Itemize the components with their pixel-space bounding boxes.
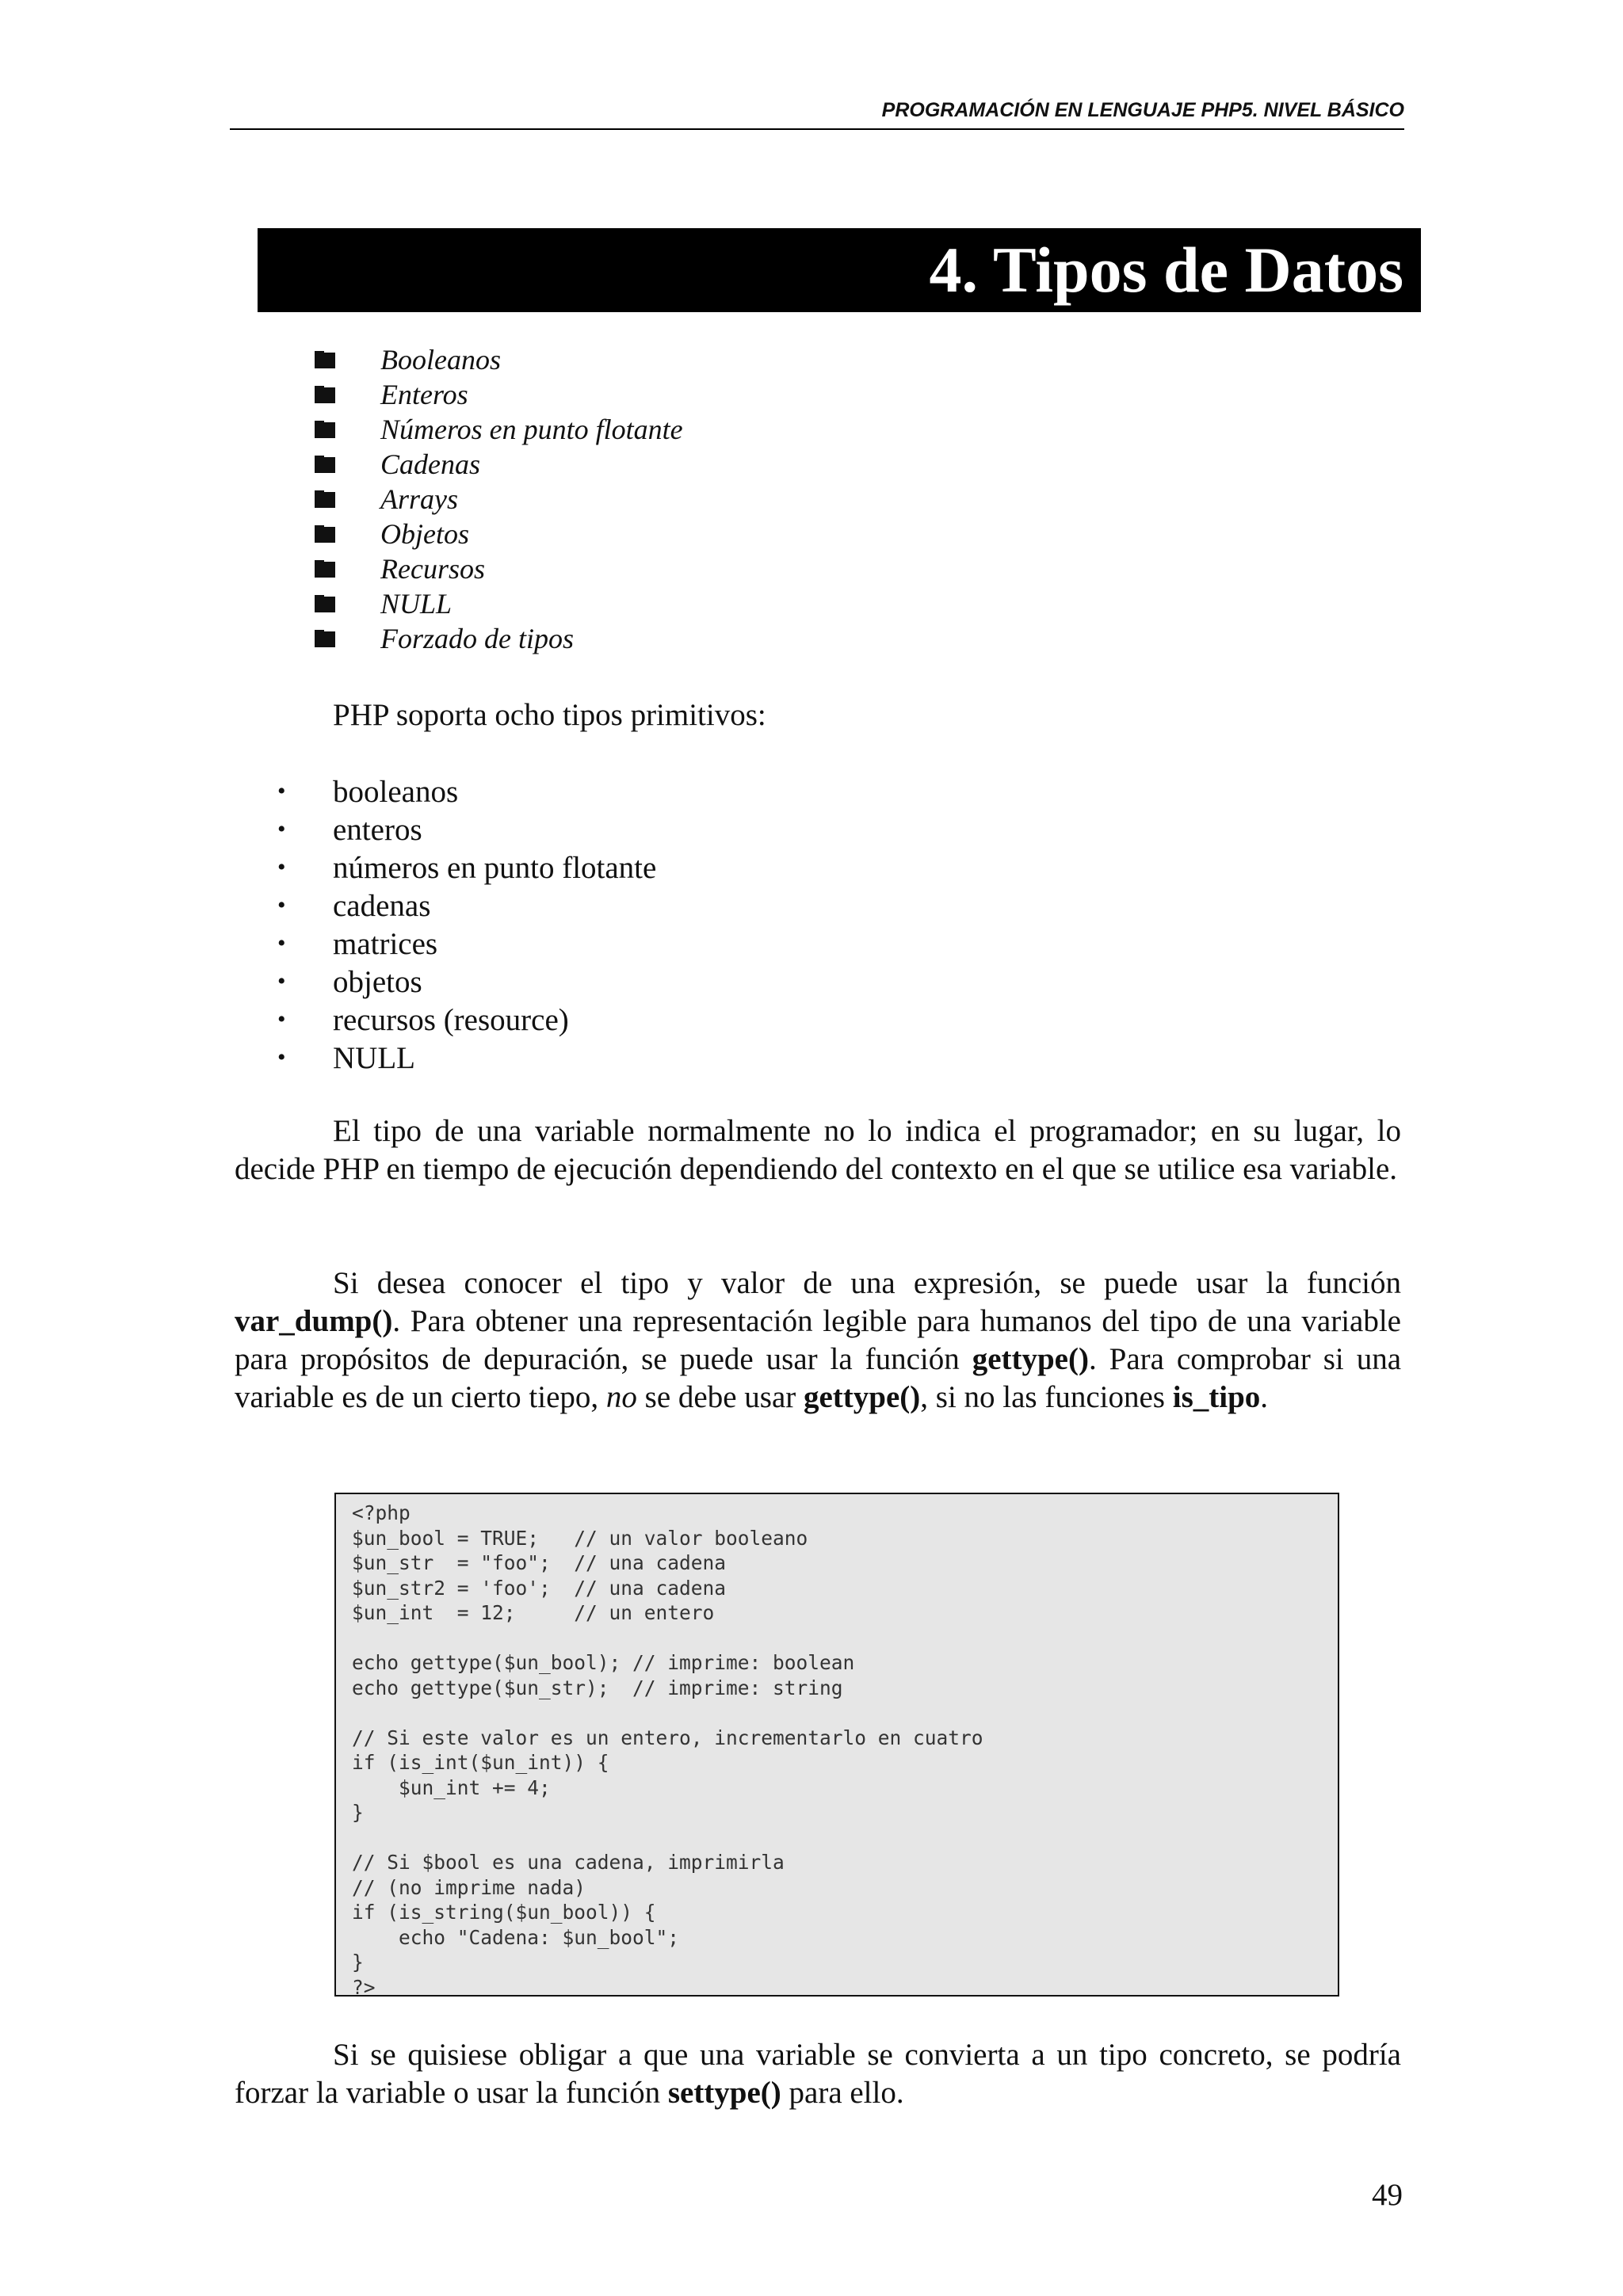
folder-icon [313,421,340,438]
folder-icon [313,351,340,368]
code-line [352,1825,1322,1851]
function-name: gettype() [804,1380,921,1414]
code-line: ?> [352,1975,376,1999]
code-line: // Si este valor es un entero, incrementarlo en cuatro [352,1726,983,1749]
function-name: settype() [667,2076,781,2110]
list-item: • objetos [277,964,422,999]
paragraph-variable-type: El tipo de una variable normalmente no lo indica el programador; en su lugar, lo decide PHP en tiempo de ejecución dependiendo del contexto en el que se utilice esa variable. [235,1114,1401,1186]
emphasis: no [605,1380,637,1414]
code-line [352,1700,1322,1726]
bullet-icon: • [277,1006,286,1032]
paragraph-type-casting: Si se quisiese obligar a que una variable se convierta a un tipo concreto, se podría forzar la variable o usar la función settype() para ello. [235,2038,1401,2110]
primitive-types-list [277,772,656,1077]
toc-item: Cadenas [313,447,683,482]
folder-icon [313,386,340,403]
function-name: var_dump() [235,1304,393,1338]
code-line: $un_bool = TRUE; // un valor booleano [352,1526,808,1550]
folder-icon [313,456,340,473]
toc-item: Arrays [313,482,683,517]
toc-item: Objetos [313,517,683,551]
code-line: <?php [352,1501,411,1524]
toc-item: Booleanos [313,342,683,377]
paragraph-type-functions: Si desea conocer el tipo y valor de una expresión, se puede usar la función var_dump(). Para obtener una representación legible para humanos del tipo de una variable para propósitos de depuración, se puede usar la función gettype(). Para comprobar si una variable es de un cierto tiepo, no se debe usar gettype(), si no las funciones is_tipo. [235,1266,1401,1414]
folder-icon [313,525,340,543]
intro-sentence: PHP soporta ocho tipos primitivos: [333,698,766,732]
bullet-icon: • [277,816,286,842]
bullet-icon: • [277,854,286,880]
folder-icon [313,595,340,612]
running-header [230,93,1404,130]
list-item: • NULL [277,1040,415,1075]
code-line: $un_str2 = 'foo'; // una cadena [352,1576,727,1600]
code-line: // (no imprime nada) [352,1875,586,1899]
list-item: • booleanos [277,774,459,809]
list-item: • números en punto flotante [277,850,657,885]
list-item: • enteros [277,812,422,847]
code-line: if (is_int($un_int)) { [352,1751,609,1774]
toc-item: Enteros [313,377,683,412]
function-name: is_tipo [1172,1380,1261,1414]
chapter-contents-list [313,342,683,656]
bullet-icon: • [277,930,286,956]
code-example [334,1493,1339,1997]
toc-item: Forzado de tipos [313,621,683,656]
code-line: echo "Cadena: $un_bool"; [352,1925,680,1949]
chapter-title-bar [258,228,1421,312]
bullet-icon: • [277,968,286,994]
list-item: • cadenas [277,888,431,923]
bullet-icon: • [277,778,286,804]
toc-item: Recursos [313,551,683,586]
list-item: • recursos (resource) [277,1002,569,1037]
bullet-icon: • [277,892,286,918]
code-line: if (is_string($un_bool)) { [352,1901,656,1924]
folder-icon [313,490,340,508]
chapter-title: 4. Tipos de Datos [929,234,1403,306]
code-line [352,1626,1322,1651]
code-line: } [352,1801,364,1824]
page-number: 49 [1372,2178,1403,2212]
bullet-icon: • [277,1044,286,1070]
code-line: $un_int += 4; [352,1775,551,1799]
folder-icon [313,560,340,578]
code-line: // Si $bool es una cadena, imprimirla [352,1851,785,1874]
code-line: echo gettype($un_str); // imprime: string [352,1676,843,1699]
running-header-title: PROGRAMACIÓN EN LENGUAJE PHP5. NIVEL BÁSICO [881,99,1404,121]
code-line: $un_str = "foo"; // una cadena [352,1551,727,1574]
code-line: } [352,1951,364,1974]
function-name: gettype() [972,1342,1089,1376]
folder-icon [313,630,340,647]
toc-item: NULL [313,586,683,621]
toc-item: Números en punto flotante [313,412,683,447]
code-line: $un_int = 12; // un entero [352,1601,715,1624]
code-line: echo gettype($un_bool); // imprime: boolean [352,1651,855,1674]
list-item: • matrices [277,926,438,961]
